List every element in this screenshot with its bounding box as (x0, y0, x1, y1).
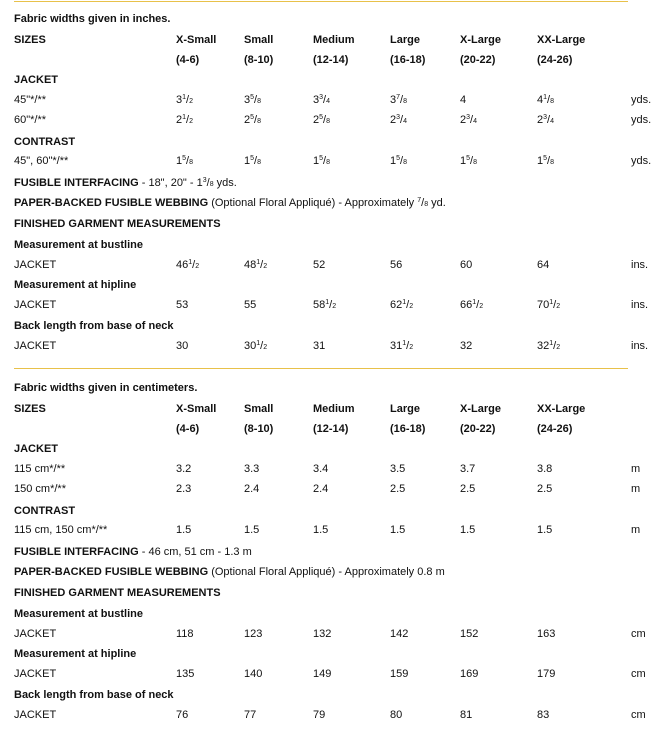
measurement-value: $31^1/2$ (390, 340, 414, 352)
measurement-value: 64 (537, 259, 550, 271)
fabric-width-label: 150 cm*/** (14, 483, 66, 495)
measurement-value: $66^1/2$ (460, 299, 484, 311)
yardage-value: $3^1/2$ (176, 94, 193, 106)
contrast-heading: CONTRAST (14, 136, 76, 148)
size-header: Small (244, 403, 274, 415)
unit-label: m (631, 483, 641, 495)
unit-label: m (631, 463, 641, 475)
unit-label: yds. (631, 114, 652, 126)
unit-label: yds. (631, 155, 652, 167)
measurement-value: 31 (313, 340, 326, 352)
size-header: XX-Large (537, 34, 586, 46)
yardage-value: 3.7 (460, 463, 476, 475)
measurement-value: $48^1/2$ (244, 259, 268, 271)
measurement-value: 159 (390, 668, 409, 680)
yardage-value: $1^5/8$ (313, 155, 330, 167)
measurement-value: 77 (244, 709, 257, 721)
yardage-value: $2^5/8$ (244, 114, 261, 126)
yardage-value: 3.2 (176, 463, 192, 475)
fusible-webbing-line: PAPER-BACKED FUSIBLE WEBBING (Optional Floral Appliqué) - Approximately 0.8 m (14, 566, 445, 578)
measurement-value: 30 (176, 340, 189, 352)
size-header: Large (390, 403, 420, 415)
measurement-value: $32^1/2$ (537, 340, 561, 352)
measurement-value: 76 (176, 709, 189, 721)
yardage-value: 4 (460, 94, 467, 106)
measurement-value: 53 (176, 299, 189, 311)
size-range: (16-18) (390, 423, 426, 435)
size-header: X-Large (460, 403, 501, 415)
yardage-value: 1.5 (537, 524, 553, 536)
size-header: X-Small (176, 403, 217, 415)
fabric-width-label: 45", 60"*/** (14, 155, 69, 167)
measurement-value: 163 (537, 628, 556, 640)
yardage-value: $3^5/8$ (244, 94, 261, 106)
measurement-heading: Back length from base of neck (14, 320, 174, 332)
yardage-value: 2.5 (460, 483, 476, 495)
garment-label: JACKET (14, 340, 57, 352)
size-range: (20-22) (460, 423, 496, 435)
size-header: Small (244, 34, 274, 46)
yardage-value: 1.5 (460, 524, 476, 536)
measurement-value: 123 (244, 628, 263, 640)
measurement-value: 169 (460, 668, 479, 680)
measurement-heading: Measurement at hipline (14, 279, 137, 291)
size-range: (24-26) (537, 54, 573, 66)
measurement-value: 140 (244, 668, 263, 680)
yardage-value: $3^3/4$ (313, 94, 330, 106)
measurement-value: 80 (390, 709, 403, 721)
garment-label: JACKET (14, 299, 57, 311)
size-range: (4-6) (176, 423, 200, 435)
unit-label: m (631, 524, 641, 536)
measurement-heading: Back length from base of neck (14, 689, 174, 701)
fusible-webbing-line: PAPER-BACKED FUSIBLE WEBBING (Optional Floral Appliqué) - Approximately $^7$/8 yd. (14, 197, 446, 209)
fabric-widths-note: Fabric widths given in inches. (14, 13, 171, 25)
garment-label: JACKET (14, 259, 57, 271)
size-range: (4-6) (176, 54, 200, 66)
size-header: XX-Large (537, 403, 586, 415)
finished-measurements-heading: FINISHED GARMENT MEASUREMENTS (14, 587, 221, 599)
measurement-value: 81 (460, 709, 473, 721)
measurement-heading: Measurement at bustline (14, 239, 143, 251)
measurement-value: 55 (244, 299, 257, 311)
size-range: (20-22) (460, 54, 496, 66)
yardage-value: $2^3/4$ (537, 114, 554, 126)
measurement-value: 149 (313, 668, 332, 680)
measurement-value: 83 (537, 709, 550, 721)
jacket-heading: JACKET (14, 443, 59, 455)
measurement-heading: Measurement at bustline (14, 608, 143, 620)
measurement-value: 142 (390, 628, 409, 640)
contrast-heading: CONTRAST (14, 505, 76, 517)
yardage-value: 1.5 (390, 524, 406, 536)
yardage-value: $2^3/4$ (460, 114, 477, 126)
yardage-value: $1^5/8$ (460, 155, 477, 167)
yardage-value: $2^1/2$ (176, 114, 193, 126)
unit-label: cm (631, 668, 646, 680)
size-range: (24-26) (537, 423, 573, 435)
yardage-value: 3.8 (537, 463, 553, 475)
size-header: X-Small (176, 34, 217, 46)
sizes-label: SIZES (14, 34, 46, 46)
yardage-value: 3.5 (390, 463, 406, 475)
measurement-value: 118 (176, 628, 194, 640)
size-header: Medium (313, 403, 355, 415)
yardage-value: 2.3 (176, 483, 192, 495)
measurement-value: 152 (460, 628, 479, 640)
measurement-value: $70^1/2$ (537, 299, 561, 311)
yardage-value: 1.5 (244, 524, 260, 536)
measurement-value: 79 (313, 709, 326, 721)
yardage-value: 2.5 (537, 483, 553, 495)
yardage-value: 1.5 (313, 524, 329, 536)
sizes-label: SIZES (14, 403, 46, 415)
unit-label: cm (631, 709, 646, 721)
yardage-value: $4^1/8$ (537, 94, 554, 106)
garment-label: JACKET (14, 668, 57, 680)
measurement-value: 32 (460, 340, 473, 352)
unit-label: ins. (631, 340, 649, 352)
size-range: (16-18) (390, 54, 426, 66)
size-range: (8-10) (244, 54, 274, 66)
size-header: Medium (313, 34, 355, 46)
measurement-value: 135 (176, 668, 195, 680)
section-divider (14, 368, 628, 369)
size-header: Large (390, 34, 420, 46)
fabric-width-label: 45"*/** (14, 94, 47, 106)
size-range: (12-14) (313, 54, 349, 66)
measurement-value: 179 (537, 668, 556, 680)
yardage-value: $2^5/8$ (313, 114, 330, 126)
fabric-width-label: 60"*/** (14, 114, 47, 126)
yardage-value: $3^7/8$ (390, 94, 407, 106)
fabric-width-label: 115 cm, 150 cm*/** (14, 524, 108, 536)
yardage-value: 2.4 (244, 483, 260, 495)
jacket-heading: JACKET (14, 74, 59, 86)
measurement-value: $58^1/2$ (313, 299, 337, 311)
size-header: X-Large (460, 34, 501, 46)
yardage-value: $2^3/4$ (390, 114, 407, 126)
fabric-widths-note: Fabric widths given in centimeters. (14, 382, 198, 394)
garment-label: JACKET (14, 628, 57, 640)
fusible-interfacing-line: FUSIBLE INTERFACING - 46 cm, 51 cm - 1.3 m (14, 546, 252, 558)
yardage-value: $1^5/8$ (176, 155, 193, 167)
yardage-value: $1^5/8$ (244, 155, 261, 167)
measurement-heading: Measurement at hipline (14, 648, 137, 660)
measurement-value: 132 (313, 628, 332, 640)
fabric-width-label: 115 cm*/** (14, 463, 66, 475)
measurement-value: $46^1/2$ (176, 259, 200, 271)
yardage-value: $1^5/8$ (537, 155, 554, 167)
yardage-value: 2.4 (313, 483, 329, 495)
fusible-interfacing-line: FUSIBLE INTERFACING - 18", 20" - $1^3/8$ yds. (14, 177, 237, 189)
measurement-value: 56 (390, 259, 403, 271)
section-divider (14, 1, 628, 2)
garment-label: JACKET (14, 709, 57, 721)
finished-measurements-heading: FINISHED GARMENT MEASUREMENTS (14, 218, 221, 230)
measurement-value: $30^1/2$ (244, 340, 268, 352)
unit-label: ins. (631, 299, 649, 311)
size-range: (12-14) (313, 423, 349, 435)
unit-label: yds. (631, 94, 652, 106)
size-range: (8-10) (244, 423, 274, 435)
yardage-value: 3.4 (313, 463, 329, 475)
unit-label: cm (631, 628, 646, 640)
measurement-value: 52 (313, 259, 326, 271)
yardage-value: 2.5 (390, 483, 406, 495)
yardage-value: $1^5/8$ (390, 155, 407, 167)
yardage-value: 1.5 (176, 524, 192, 536)
unit-label: ins. (631, 259, 649, 271)
measurement-value: $62^1/2$ (390, 299, 414, 311)
yardage-value: 3.3 (244, 463, 260, 475)
measurement-value: 60 (460, 259, 473, 271)
